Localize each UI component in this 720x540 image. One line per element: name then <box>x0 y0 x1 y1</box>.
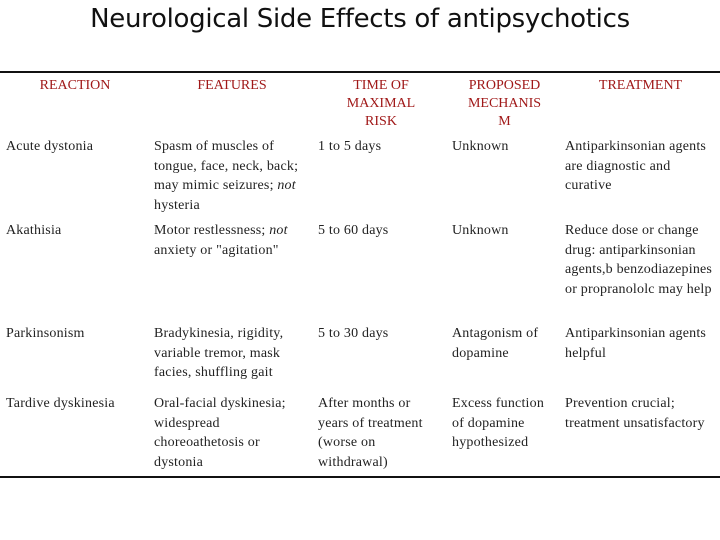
features-emphasis: not <box>277 178 296 193</box>
side-effects-table <box>0 74 720 472</box>
header-row <box>0 74 720 137</box>
cell-mechanism: Unknown <box>452 139 509 154</box>
features-text: Spasm of muscles of tongue, face, neck, back; may mimic seizures; <box>154 139 299 193</box>
table-top-rule <box>0 71 720 73</box>
features-text: hysteria <box>154 197 200 213</box>
header-time: TIME OF MAXIMAL RISK <box>346 78 416 129</box>
cell-reaction: Tardive dyskinesia <box>6 396 115 411</box>
cell-reaction: Akathisia <box>6 223 62 238</box>
cell-reaction: Parkinsonism <box>6 326 85 341</box>
table-bottom-rule <box>0 476 720 478</box>
cell-treatment: Reduce dose or change drug: antiparkinsonian agents,b benzodiazepines or propranololc may help <box>565 223 713 297</box>
cell-mechanism: Antagonism of dopamine <box>452 326 539 361</box>
cell-treatment: Prevention crucial; treatment unsatisfactory <box>565 396 705 431</box>
features-emphasis: not <box>269 223 288 238</box>
cell-treatment: Antiparkinsonian agents helpful <box>565 326 707 361</box>
cell-time: 5 to 60 days <box>318 223 389 238</box>
table-row <box>0 221 720 324</box>
header-treatment: TREATMENT <box>598 78 683 93</box>
header-mechanism: PROPOSED MECHANIS M <box>467 78 542 129</box>
cell-time: 1 to 5 days <box>318 139 382 154</box>
cell-features: Bradykinesia, rigidity, variable tremor, mask facies, shuffling gait <box>154 326 284 380</box>
page-title: Neurological Side Effects of antipsychotics <box>90 4 630 34</box>
cell-features: Oral-facial dyskinesia; widespread choreoathetosis or dystonia <box>154 396 286 470</box>
cell-features <box>150 137 314 221</box>
cell-time: After months or years of treatment (worse on withdrawal) <box>318 396 423 470</box>
header-features: FEATURES <box>197 78 267 93</box>
table-row <box>0 324 720 394</box>
cell-mechanism: Unknown <box>452 223 509 238</box>
cell-features <box>150 221 314 324</box>
header-reaction: REACTION <box>39 78 111 93</box>
cell-reaction: Acute dystonia <box>6 139 94 154</box>
table-row <box>0 137 720 221</box>
features-text: Motor restlessness; <box>154 223 270 238</box>
cell-mechanism: Excess function of dopamine hypothesized <box>452 396 545 450</box>
table-row <box>0 394 720 472</box>
cell-time: 5 to 30 days <box>318 326 389 341</box>
features-text: anxiety or "agitation" <box>154 242 279 258</box>
cell-treatment: Antiparkinsonian agents are diagnostic and curative <box>565 139 707 193</box>
